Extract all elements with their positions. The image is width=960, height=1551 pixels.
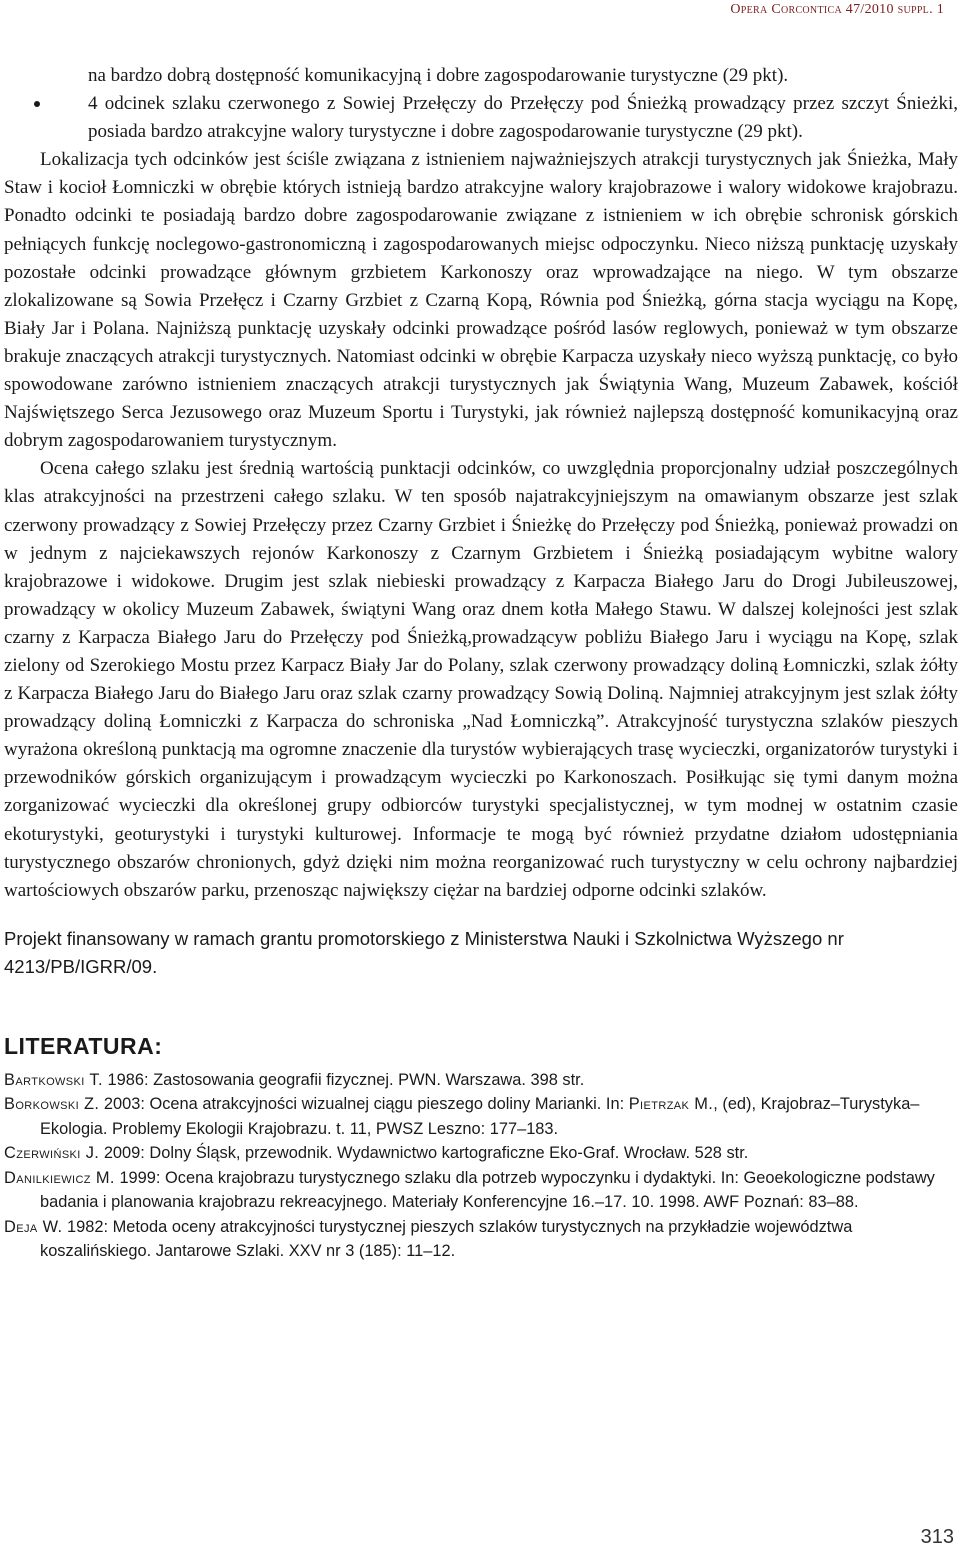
continuation-line: na bardzo dobrą dostępność komunikacyjną i dobre zagospodarowanie turystyczne (29 pkt).	[88, 65, 789, 86]
reference-item	[4, 1166, 958, 1215]
reference-text: 1999: Ocena krajobrazu turystycznego szlaku dla potrzeb wypoczynku i dydaktyki. In: Geoekologiczne podstawy badania i planowania krajobrazu rekreacyjnego. Materiały Konferencyjne 16.–17. 10. 1998. AWF Poznań: 83–88.	[40, 1168, 935, 1212]
reference-item	[4, 1141, 958, 1166]
literature-title: LITERATURA:	[4, 1032, 163, 1059]
bullet-item	[88, 90, 958, 146]
reference-author: Bartkowski T.	[4, 1070, 103, 1089]
page-content	[4, 62, 958, 1264]
bullet-dot-icon	[34, 101, 40, 107]
reference-item	[4, 1215, 958, 1264]
reference-list	[4, 1068, 958, 1264]
reference-author: Deja W.	[4, 1217, 63, 1236]
page-number: 313	[920, 1526, 954, 1548]
reference-text: 2003: Ocena atrakcyjności wizualnej ciągu pieszego doliny Marianki. In:	[99, 1095, 629, 1114]
bullet-text: 4 odcinek szlaku czerwonego z Sowiej Przełęczy do Przełęczy pod Śnieżką prowadzący przez szczyt Śnieżki, posiada bardzo atrakcyjne walory turystyczne i dobre zagospodarowanie turystyczne (29 pkt).	[88, 93, 958, 143]
running-head: Opera Corcontica 47/2010 suppl. 1	[730, 2, 944, 17]
reference-text-after: , (ed), Krajobraz–Turystyka–Ekologia. Problemy Ekologii Krajobrazu. t. 11, PWSZ Leszno: 177–183.	[40, 1095, 920, 1138]
funding-note: Projekt finansowany w ramach grantu promotorskiego z Ministerstwa Nauki i Szkolnictwa Wyższego nr 4213/PB/IGRR/09.	[4, 927, 844, 977]
reference-item	[4, 1092, 958, 1141]
reference-author: Danilkiewicz M.	[4, 1168, 115, 1187]
reference-item	[4, 1068, 958, 1093]
reference-author: Czerwiński J.	[4, 1144, 100, 1163]
reference-text: 1982: Metoda oceny atrakcyjności turystycznej pieszych szlaków turystycznych na przykładzie województwa koszalińskiego. Jantarowe Szlaki. XXV nr 3 (185): 11–12.	[40, 1217, 853, 1261]
reference-text: 1986: Zastosowania geografii fizycznej. PWN. Warszawa. 398 str.	[102, 1070, 585, 1089]
paragraph-1: Lokalizacja tych odcinków jest ściśle związana z istnieniem najważniejszych atrakcji turystycznych jak Śnieżka, Mały Staw i kocioł Łomniczki w obrębie których istnieją bardzo atrakcyjne walory krajobrazowe i walory widokowe krajobrazu. Ponadto odcinki te posiadają bardzo dobre zagospodarowanie związane z istnieniem w ich obrębie schronisk górskich pełniących funkcję noclegowo-gastronomiczną i zagospodarowanych miejsc odpoczynku. Nieco niższą punktację uzyskały pozostałe odcinki prowadzące głównym grzbietem Karkonoszy oraz wprowadzające na niego. W tym obszarze zlokalizowane są Sowia Przełęcz i Czarny Grzbiet z Czarną Kopą, Równia pod Śnieżką, górna stacja wyciągu na Kopę, Biały Jar i Polana. Najniższą punktację uzyskały odcinki prowadzące pośród lasów reglowych, ponieważ w tym obszarze brakuje znaczących atrakcji turystycznych. Natomiast odcinki w obrębie Karpacza uzyskały nieco wyższą punktację, co było spowodowane zarówno istnieniem znaczących atrakcji turystycznych jak Świątynia Wang, Muzeum Zabawek, kościół Najświętszego Serca Jezusowego oraz Muzeum Sportu i Turystyki, jak również najlepszą dostępność komunikacyjną oraz dobrym zagospodarowaniem turystycznym.	[4, 149, 958, 452]
reference-author: Borkowski Z.	[4, 1095, 100, 1114]
reference-text: 2009: Dolny Śląsk, przewodnik. Wydawnictwo kartograficzne Eko-Graf. Wrocław. 528 str.	[99, 1144, 749, 1163]
reference-editor: Pietrzak M.	[628, 1095, 714, 1114]
paragraph-2: Ocena całego szlaku jest średnią wartością punktacji odcinków, co uwzględnia proporcjonalny udział poszczególnych klas atrakcyjności na przestrzeni całego szlaku. W ten sposób najatrakcyjniejszym na omawianym obszarze jest szlak czerwony prowadzący z Sowiej Przełęczy przez Czarny Grzbiet i Śnieżkę do Przełęczy pod Śnieżką, ponieważ prowadzi on w jednym z najciekawszych rejonów Karkonoszy z Czarnym Grzbietem i Śnieżką posiadającym wybitne walory krajobrazowe i widokowe. Drugim jest szlak niebieski prowadzący z Karpacza Białego Jaru do Drogi Jubileuszowej, prowadzący w okolicy Muzeum Zabawek, świątyni Wang oraz dnem kotła Małego Stawu. W dalszej kolejności jest szlak czarny z Karpacza Białego Jaru do Przełęczy pod Śnieżką,prowadzącyw pobliżu Białego Jaru i wyciągu na Kopę, szlak zielony od Szerokiego Mostu przez Karpacz Biały Jar do Polany, szlak czerwony prowadzący doliną Łomniczki, szlak żółty z Karpacza Białego Jaru do Białego Jaru oraz szlak czarny prowadzący Sowią Doliną. Najmniej atrakcyjnym jest szlak żółty prowadzący doliną Łomniczki z Karpacza do schroniska „Nad Łomniczką”. Atrakcyjność turystyczna szlaków pieszych wyrażona określoną punktacją ma ogromne znaczenie dla turystów wybierających trasę wycieczki, organizatorów turystyki i przewodników górskich organizującym i prowadzącym wycieczki po Karkonoszach. Posiłkując się tymi danym można zorganizować wycieczki dla określonej grupy odbiorców turystyki specjalistycznej, w tym modnej w ostatnim czasie ekoturystyki, geoturystyki i turystyki kulturowej. Informacje te mogą być również przydatne działom udostępniania turystycznego obszarów chronionych, gdyż dzięki nim można reorganizować ruch turystyczny w celu ochrony najbardziej wartościowych obszarów parku, przenosząc największy ciężar na bardziej odporne odcinki szlaków.	[4, 458, 958, 901]
